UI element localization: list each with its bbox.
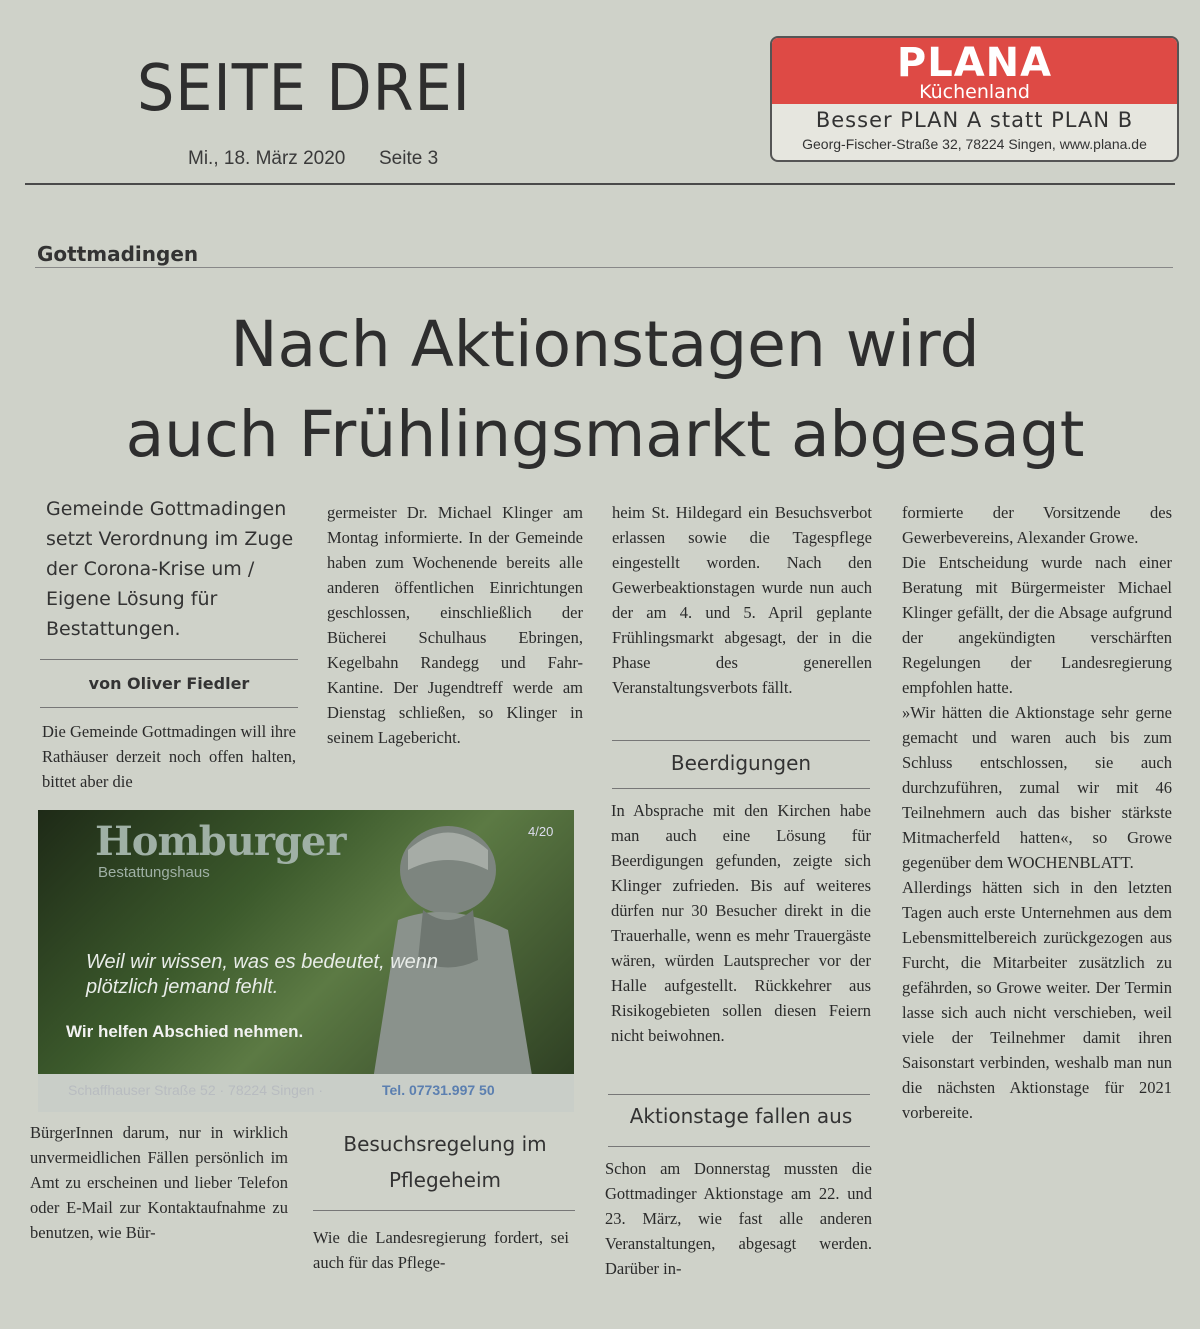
headline-line-2: auch Frühlingsmarkt abgesagt	[125, 398, 1085, 471]
plana-logo: PLANA	[896, 40, 1053, 86]
subhead-aktionstage: Aktionstage fallen aus	[629, 1104, 853, 1128]
paragraph: Die Entscheidung wurde nach einer Beratung mit Bürgermeister Michael Klinger gefällt, der die Absage aufgrund der angekündigten verschärften Regelungen der Landesregierung empfohlen hatte.	[902, 553, 1172, 697]
ad-number: 4/20	[528, 824, 554, 839]
homburger-tagline: Weil wir wissen, was es bedeutet, wenn plötzlich jemand fehlt.	[86, 951, 439, 998]
subhead-rule	[612, 788, 870, 789]
plana-logo-banner	[772, 38, 1177, 104]
body-text-col3-top: heim St. Hildegard ein Besuchsverbot erlassen sowie die Tagespflege eingestellt worden. Nach den Gewerbeaktionstagen wurde nun auch der am 4. und 5. April geplante Frühlingsmarkt abgesagt, der in die Phase des generellen Veranstaltungsverbots fällt.	[612, 503, 872, 697]
paragraph: Allerdings hätten sich in den letzten Tagen auch erste Unternehmen aus dem Lebensmittelbereich zurückgezogen aus Furcht, die Mitarbeiter zusätzlich zu gefährden, so Growe weiter. Der Termin lasse sich auch nicht verschieben, weil viele der Teilnehmer damit ihren Saisonstart verbinden, weshalb man nun die nächsten Aktionstage für 2021 vorbereite.	[902, 878, 1172, 1122]
plana-advertisement	[770, 36, 1179, 162]
subhead-rule	[608, 1094, 870, 1095]
article-teaser: Gemeinde Gottmadingen setzt Verordnung im Zuge der Corona-Krise um / Eigene Lösung für Bestattungen.	[46, 498, 294, 640]
article-byline: von Oliver Fiedler	[88, 674, 250, 693]
paragraph: »Wir hätten die Aktionstage sehr gerne gemacht und waren auch bis zum Schluss entschlossen, sie auch durchzuführen, zumal wir mit 46 Teilnehmern auch das bisher stärkste Mitmacherfeld hatten«, so Growe gegenüber dem WOCHENBLATT.	[902, 703, 1172, 872]
body-text-col2-bottom: Wie die Landesregierung fordert, sei auch für das Pflege-	[313, 1228, 569, 1272]
subhead-rule	[608, 1146, 870, 1147]
page-number: Seite 3	[379, 148, 439, 169]
teaser-rule-top	[40, 659, 298, 660]
homburger-advertisement	[38, 810, 574, 1112]
subhead-rule	[313, 1210, 575, 1211]
section-title: SEITE DREI	[137, 52, 471, 126]
subhead-beerdigungen: Beerdigungen	[670, 751, 812, 775]
location-rule	[35, 267, 1173, 268]
subhead-besuchsregelung: Besuchsregelung im Pflegeheim	[343, 1132, 547, 1192]
masthead-rule	[25, 183, 1175, 185]
body-text-col3-middle: In Absprache mit den Kirchen habe man auch eine Lösung für Beerdigungen gefunden, zeigte sich Klinger zufrieden. Bis auf weiteres dürfen nur 30 Besucher direkt in die Trauerhalle, wenn es mehr Trauergäste wären, würden Lautsprecher vor der Halle aufgestellt. Rückkehrer aus Risikogebieten sollen diesen Feiern nicht beiwohnen.	[611, 801, 871, 1045]
homburger-subtitle: Bestattungshaus	[98, 864, 210, 881]
body-text-col1-top: Die Gemeinde Gottmadingen will ihre Rathäuser derzeit noch offen halten, bittet aber die	[42, 722, 296, 791]
homburger-slogan: Wir helfen Abschied nehmen.	[66, 1022, 304, 1041]
body-text-col4	[902, 500, 1172, 1125]
article-location: Gottmadingen	[37, 242, 199, 266]
body-text-col3-bottom: Schon am Donnerstag mussten die Gottmadinger Aktionstage am 22. und 23. März, wie fast alle anderen Veranstaltungen, abgesagt werden. Darüber in-	[605, 1159, 872, 1278]
issue-date: Mi., 18. März 2020	[188, 148, 346, 169]
homburger-address: Schaffhauser Straße 52 · 78224 Singen ·	[68, 1082, 324, 1098]
plana-address: Georg-Fischer-Straße 32, 78224 Singen, www.plana.de	[802, 136, 1147, 152]
plana-slogan: Besser PLAN A statt PLAN B	[815, 108, 1134, 132]
body-text-col2-top: germeister Dr. Michael Klinger am Montag informierte. In der Gemeinde haben zum Wochenende bereits alle anderen öffentlichen Einrichtungen geschlossen, einschließlich der Bücherei Schulhaus Ebringen, Kegelbahn Randegg und Fahr-Kantine. Der Jugendtreff werde am Dienstag schließen, so Klinger in seinem Lagebericht.	[327, 503, 583, 747]
subhead-rule	[612, 740, 870, 741]
homburger-logo: Homburger	[95, 818, 346, 865]
paragraph: formierte der Vorsitzende des Gewerbevereins, Alexander Growe.	[902, 503, 1172, 547]
headline-line-1: Nach Aktionstagen wird	[230, 308, 980, 381]
plana-subtitle: Küchenland	[919, 81, 1030, 103]
body-text-col1-bottom: BürgerInnen darum, nur in wirklich unvermeidlichen Fällen persönlich im Amt zu erscheinen und lieber Telefon oder E-Mail zur Kontaktaufnahme zu benutzen, wie Bür-	[30, 1123, 288, 1242]
article-headline	[30, 300, 1180, 480]
homburger-phone: Tel. 07731.997 50	[382, 1082, 495, 1098]
teaser-rule-bottom	[40, 707, 298, 708]
